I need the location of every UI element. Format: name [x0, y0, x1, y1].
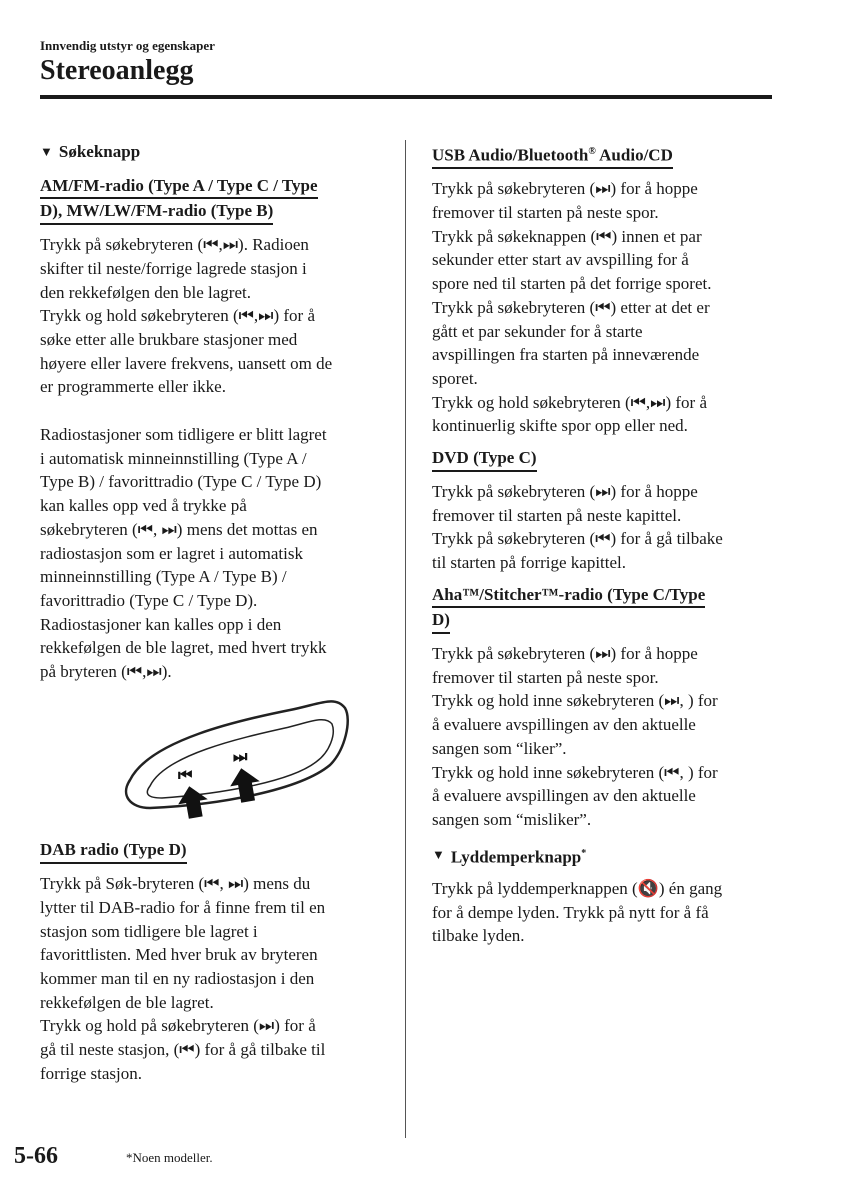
am-fm-heading-line: AM/FM-radio (Type A / Type C / Type: [40, 174, 318, 200]
text-line: lytter til DAB-radio for å finne frem til en: [40, 897, 326, 917]
text-line: på bryteren (⏮,⏭).: [40, 662, 172, 682]
text-line: sangen som “liker”.: [432, 738, 567, 758]
text-line: Trykk og hold søkebryteren (⏮,⏭) for å: [432, 392, 708, 412]
text-line: kan kalles opp ved å trykke på: [40, 496, 247, 516]
text-line: Type B) / favorittradio (Type C / Type D): [40, 472, 322, 492]
am-fm-heading-line: D), MW/LW/FM-radio (Type B): [40, 199, 273, 225]
text-line: til starten på forrige kapittel.: [432, 552, 627, 572]
text-line: for å dempe lyden. Trykk på nytt for å få: [432, 902, 709, 922]
text-line: søke etter alle brukbare stasjoner med: [40, 329, 298, 349]
text-line: fremover til starten på neste spor.: [432, 203, 659, 223]
section-heading-seek: [40, 140, 380, 164]
text-line: høyere eller lavere frekvens, uansett om de: [40, 353, 333, 373]
right-column: [432, 140, 772, 948]
aha-heading: [432, 583, 772, 634]
triangle-down-icon: ▼: [432, 847, 445, 863]
text-line: favorittradio (Type C / Type D).: [40, 590, 258, 610]
section-heading-text: Søkeknapp: [58, 142, 141, 161]
text-line: gått et par sekunder for å starte: [432, 321, 643, 341]
text-line: Radiostasjoner som tidligere er blitt lagret: [40, 425, 327, 445]
mute-heading-main: Lyddemperknapp: [450, 847, 582, 867]
dab-heading: [40, 838, 380, 864]
text-line: spore ned til starten på det forrige sporet.: [432, 274, 712, 294]
text-line: favorittlisten. Med hver bruk av bryteren: [40, 945, 318, 965]
text-line: Trykk og hold søkebryteren (⏮,⏭) for å: [40, 306, 316, 326]
page-number: 5-66: [14, 1143, 58, 1169]
usb-heading-tail: Audio/CD: [595, 145, 673, 165]
text-line: Trykk på Søk-bryteren (⏮, ⏭) mens du: [40, 874, 311, 894]
mute-heading-text: [451, 842, 586, 869]
text-line: Trykk på lyddemperknappen (🔇) én gang: [432, 879, 723, 898]
text-line: kontinuerlig skifte spor opp eller ned.: [432, 416, 688, 436]
text-line: fremover til starten på neste spor.: [432, 667, 659, 687]
spacer: [40, 399, 380, 423]
left-column: [40, 140, 380, 1086]
text-line: i automatisk minneinnstilling (Type A /: [40, 448, 307, 468]
text-line: Trykk på søkebryteren (⏭) for å hoppe: [432, 644, 698, 664]
paragraph-dvd: [432, 480, 772, 575]
text-line: søkebryteren (⏮, ⏭) mens det mottas en: [40, 519, 318, 539]
am-fm-heading: [40, 174, 380, 225]
text-line: Trykk og hold inne søkebryteren (⏮, ) for: [432, 762, 718, 782]
text-line: fremover til starten på neste kapittel.: [432, 505, 682, 525]
title-rule: [40, 95, 772, 99]
text-line: den rekkefølgen den ble lagret.: [40, 282, 251, 302]
paragraph-am-fm: [40, 233, 380, 399]
text-line: å evaluere avspillingen av den aktuelle: [432, 715, 696, 735]
text-line: tilbake lyden.: [432, 926, 525, 946]
paragraph-usb: [432, 177, 772, 438]
usb-heading-text: [432, 140, 673, 169]
text-line: Trykk på søkebryteren (⏭) for å hoppe: [432, 179, 698, 199]
paragraph-aha: [432, 642, 772, 832]
aha-heading-line: D): [432, 608, 450, 634]
text-line: sekunder etter start av avspilling for å: [432, 250, 689, 270]
text-line: kommer man til en ny radiostasjon i den: [40, 968, 315, 988]
text-line: Trykk på søkebryteren (⏭) for å hoppe: [432, 481, 698, 501]
dvd-heading-text: DVD (Type C): [432, 446, 537, 472]
paragraph-stored-stations: [40, 423, 380, 684]
text-line: Trykk på søkebryteren (⏮) etter at det er: [432, 297, 710, 317]
text-line: stasjon som tidligere ble lagret i: [40, 921, 258, 941]
dab-heading-text: DAB radio (Type D): [40, 838, 187, 864]
page-title: Stereoanlegg: [40, 55, 194, 86]
column-divider: [405, 140, 406, 1138]
triangle-down-icon: ▼: [40, 144, 53, 159]
text-line: minneinnstilling (Type A / Type B) /: [40, 567, 287, 587]
text-line: rekkefølgen de ble lagret, med hvert trykk: [40, 638, 327, 658]
text-line: Radiostasjoner kan kalles opp i den: [40, 614, 282, 634]
text-line: er programmerte eller ikke.: [40, 377, 226, 397]
usb-heading: [432, 140, 772, 169]
aha-heading-line: Aha™/Stitcher™-radio (Type C/Type: [432, 583, 705, 609]
text-line: rekkefølgen de ble lagret.: [40, 992, 214, 1012]
breadcrumb: Innvendig utstyr og egenskaper: [40, 38, 215, 53]
text-line: Trykk på søkebryteren (⏮,⏭). Radioen: [40, 235, 309, 255]
text-line: sporet.: [432, 368, 478, 388]
dvd-heading: [432, 446, 772, 472]
text-line: Trykk og hold på søkebryteren (⏭) for å: [40, 1016, 316, 1036]
text-line: Trykk og hold inne søkebryteren (⏭, ) for: [432, 691, 718, 711]
section-heading-mute: [432, 842, 772, 869]
paragraph-dab: [40, 872, 380, 1085]
text-line: Trykk på søkebryteren (⏮) for å gå tilbake: [432, 529, 723, 549]
skip-forward-icon: ⏭: [233, 746, 248, 766]
seek-switch-illustration: [120, 690, 420, 820]
text-line: skifter til neste/forrige lagrede stasjon i: [40, 258, 307, 278]
footnote: *Noen modeller.: [126, 1150, 213, 1165]
text-line: sangen som “misliker”.: [432, 809, 592, 829]
text-line: avspillingen fra starten på inneværende: [432, 345, 700, 365]
registered-mark: ®: [588, 146, 596, 157]
footnote-mark: *: [581, 847, 587, 859]
usb-heading-main: USB Audio/Bluetooth: [432, 145, 589, 165]
text-line: gå til neste stasjon, (⏮) for å gå tilbake til: [40, 1040, 326, 1060]
text-line: å evaluere avspillingen av den aktuelle: [432, 786, 696, 806]
text-line: radiostasjon som er lagret i automatisk: [40, 543, 303, 563]
paragraph-mute: [432, 877, 772, 948]
skip-back-icon: ⏮: [178, 764, 193, 784]
text-line: Trykk på søkeknappen (⏮) innen et par: [432, 226, 702, 246]
text-line: forrige stasjon.: [40, 1063, 142, 1083]
